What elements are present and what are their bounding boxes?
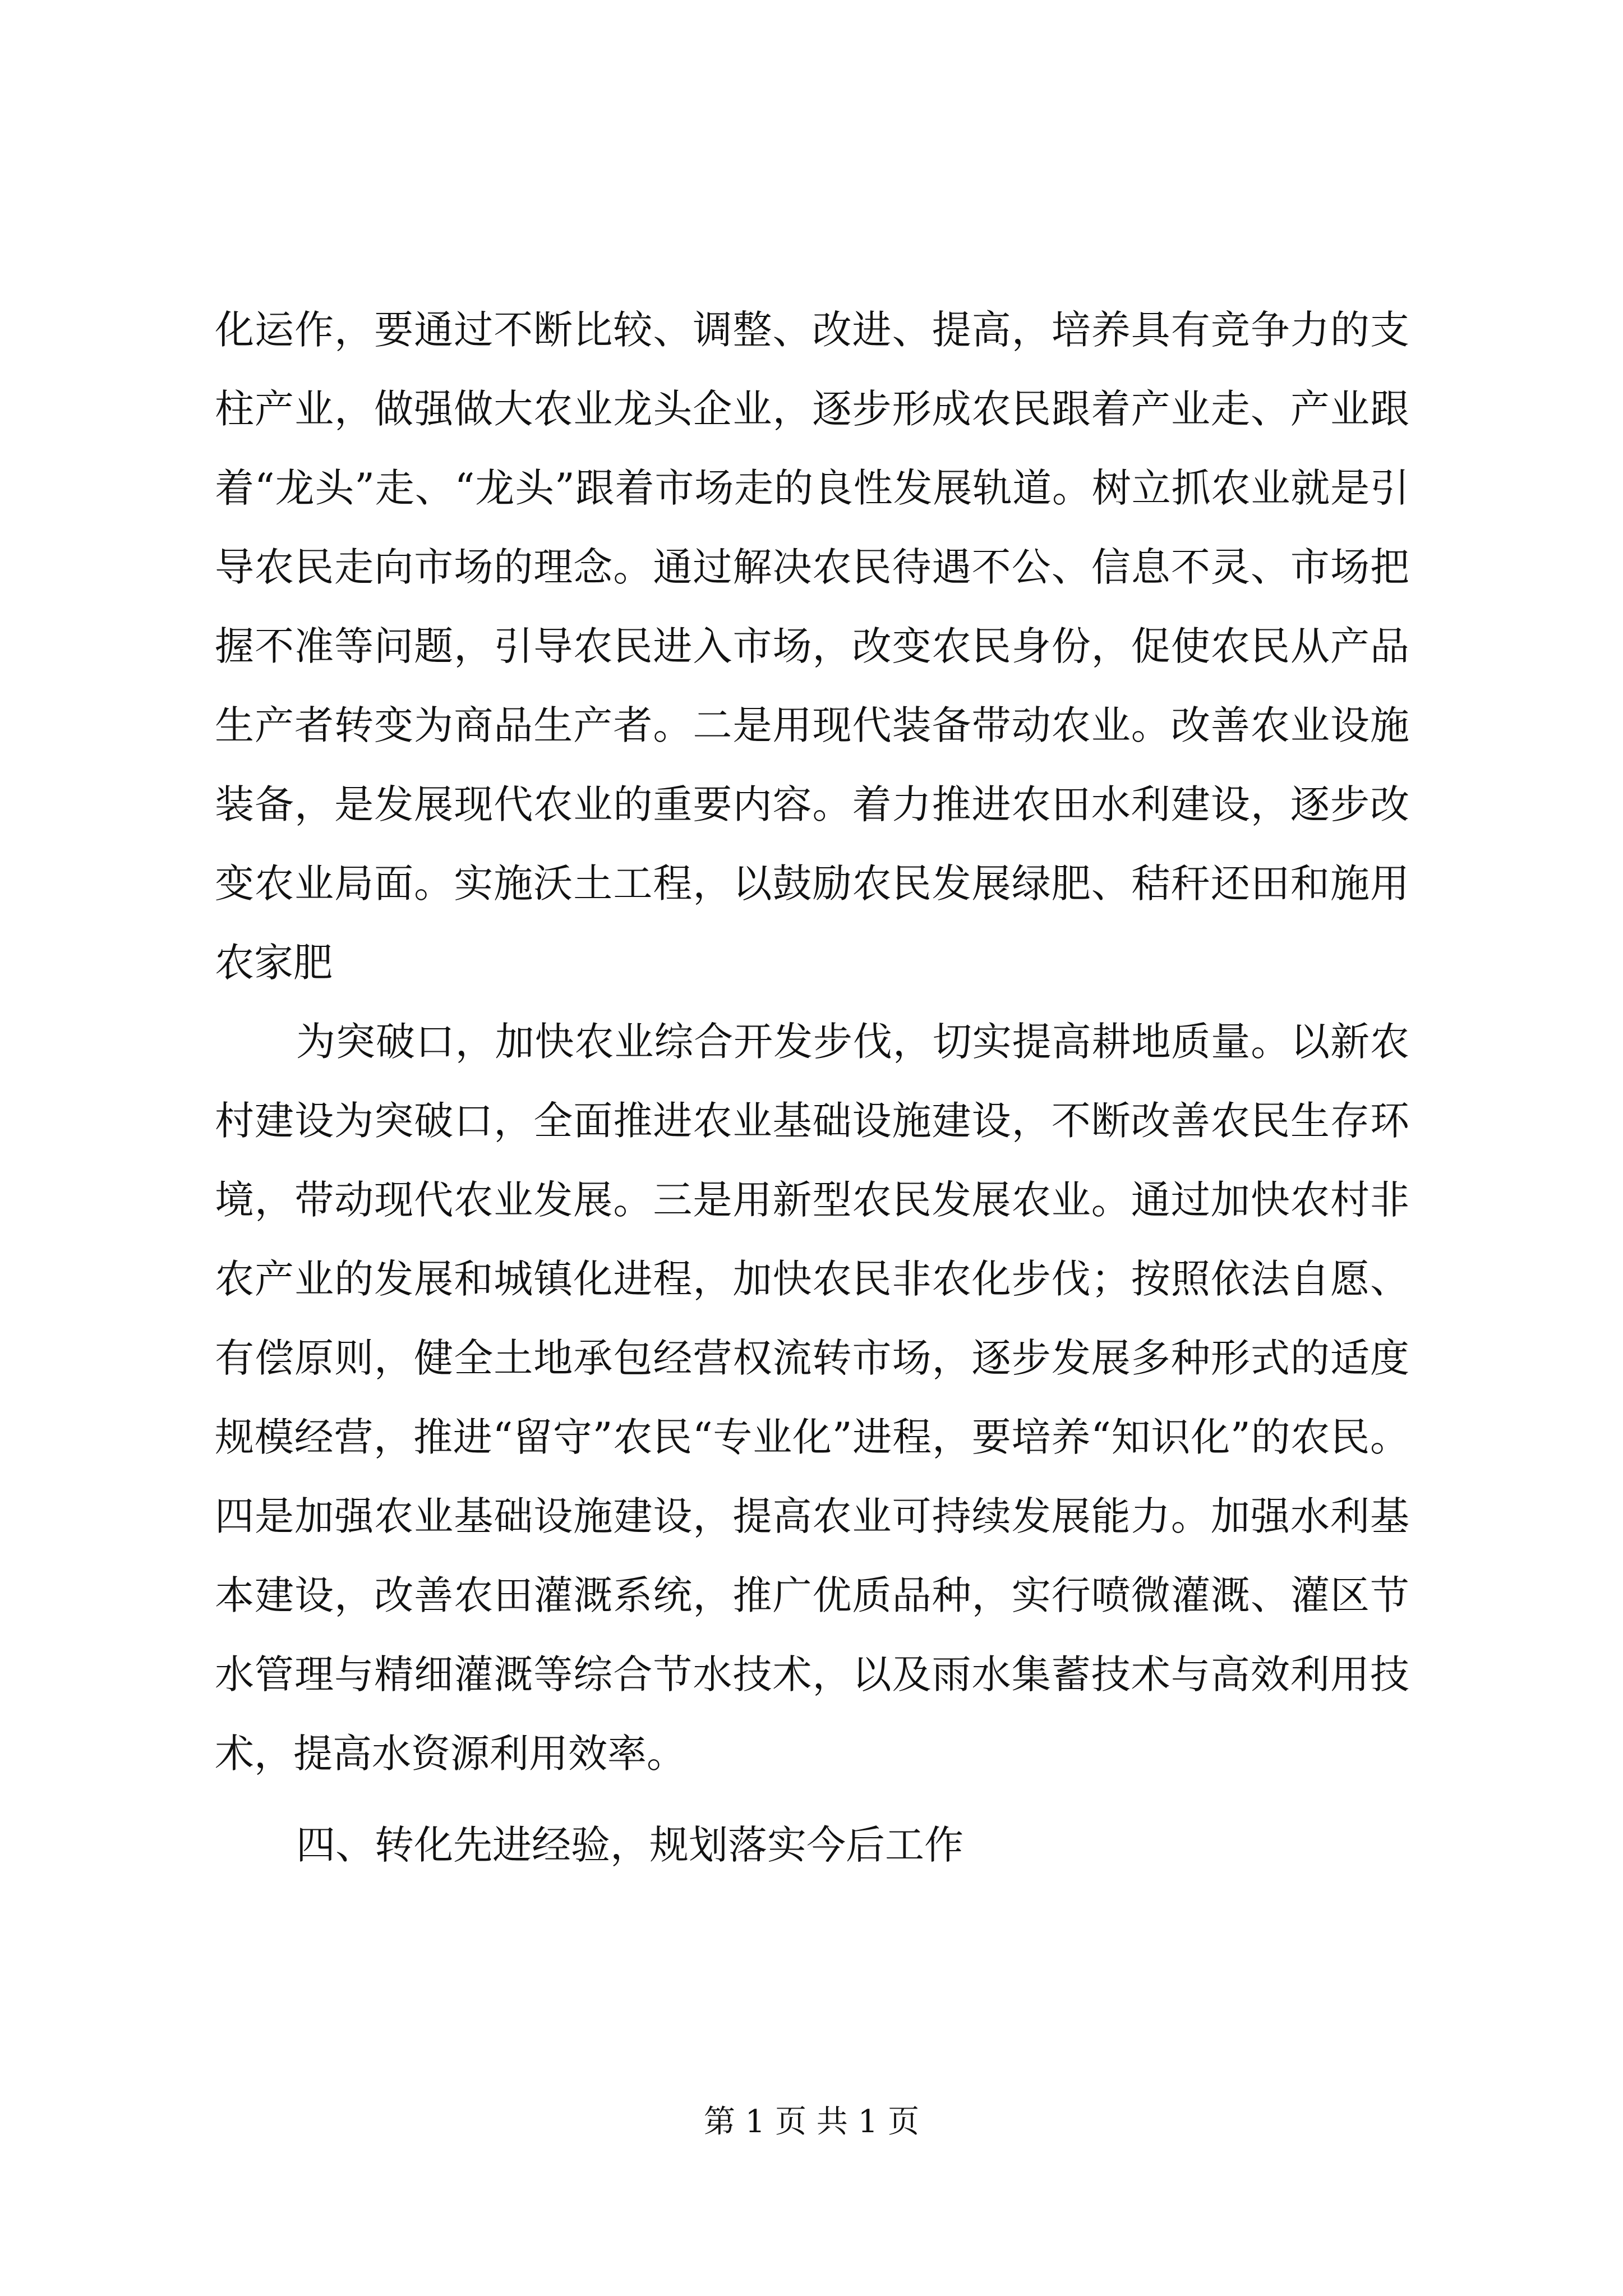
paragraph-2: 为突破口，加快农业综合开发步伐，切实提高耕地质量。以新农村建设为突破口，全面推进农业基础设施建设，不断改善农民生存环境，带动现代农业发展。三是用新型农民发展农业。通过加快农村非农产业的发展和城镇化进程，加快农民非农化步伐；按照依法自愿、有偿原则，健全土地承包经营权流转市场，逐步发展多种形式的适度规模经营，推进“留守”农民“专业化”进程，要培养“知识化”的农民。四是加强农业基础设施建设，提高农业可持续发展能力。加强水利基本建设，改善农田灌溉系统，推广优质品种，实行喷微灌溉、灌区节水管理与精细灌溉等综合节水技术，以及雨水集蓄技术与高效利用技术，提高水资源利用效率。: [215, 1019, 1409, 1777]
document-body: [215, 291, 1409, 1885]
page-footer: 第 1 页 共 1 页: [703, 2104, 920, 2140]
section-heading: 四、转化先进经验，规划落实今后工作: [296, 1822, 963, 1868]
paragraph-1: 化运作，要通过不断比较、调整、改进、提高，培养具有竞争力的支柱产业，做强做大农业龙头企业，逐步形成农民跟着产业走、产业跟着“龙头”走、“龙头”跟着市场走的良性发展轨道。树立抓农业就是引导农民走向市场的理念。通过解决农民待遇不公、信息不灵、市场把握不准等问题，引导农民进入市场，改变农民身份，促使农民从产品生产者转变为商品生产者。二是用现代装备带动农业。改善农业设施装备，是发展现代农业的重要内容。着力推进农田水利建设，逐步改变农业局面。实施沃土工程，以鼓励农民发展绿肥、秸秆还田和施用农家肥: [215, 307, 1409, 986]
